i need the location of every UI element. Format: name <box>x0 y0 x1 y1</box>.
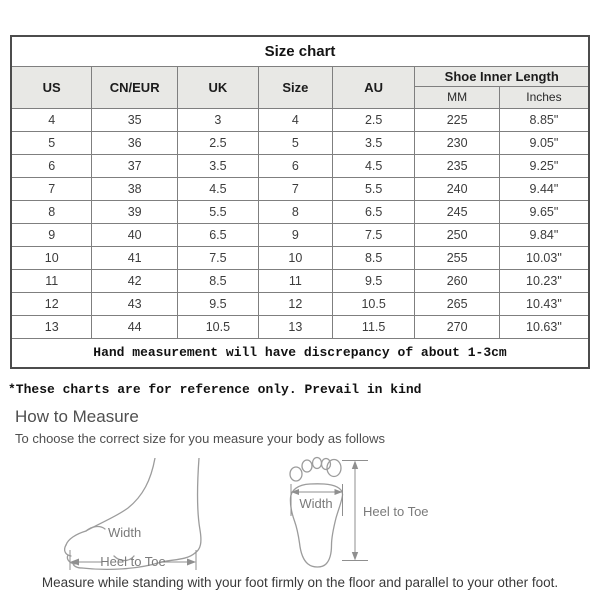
column-header-size: Size <box>258 66 332 108</box>
size-cell: 270 <box>415 315 499 338</box>
foot-side-view-diagram <box>58 458 263 576</box>
size-cell: 5 <box>11 131 92 154</box>
size-row <box>11 108 589 131</box>
size-cell: 10 <box>258 246 332 269</box>
size-cell: 4 <box>11 108 92 131</box>
size-row <box>11 223 589 246</box>
size-cell: 12 <box>11 292 92 315</box>
size-cell: 8.85" <box>499 108 589 131</box>
size-cell: 10.43" <box>499 292 589 315</box>
column-header-uk: UK <box>177 66 258 108</box>
size-chart-table <box>10 35 590 369</box>
size-cell: 40 <box>92 223 178 246</box>
how-to-measure-subheading: To choose the correct size for you measure your body as follows <box>15 431 385 446</box>
size-cell: 8.5 <box>177 269 258 292</box>
size-row <box>11 246 589 269</box>
size-cell: 260 <box>415 269 499 292</box>
size-cell: 5.5 <box>332 177 415 200</box>
size-cell: 5.5 <box>177 200 258 223</box>
footprint-width-label: Width <box>299 496 333 511</box>
size-cell: 13 <box>258 315 332 338</box>
size-cell: 2.5 <box>332 108 415 131</box>
size-row <box>11 177 589 200</box>
size-row <box>11 200 589 223</box>
size-cell: 9.44" <box>499 177 589 200</box>
size-cell: 8 <box>11 200 92 223</box>
size-cell: 35 <box>92 108 178 131</box>
size-cell: 5 <box>258 131 332 154</box>
column-header-inner-length: Shoe Inner Length <box>415 66 589 86</box>
size-cell: 230 <box>415 131 499 154</box>
table-title-row <box>11 36 589 66</box>
table-header-row <box>11 66 589 86</box>
size-chart-section <box>10 35 590 369</box>
size-cell: 9.5 <box>177 292 258 315</box>
size-row <box>11 315 589 338</box>
column-header-mm: MM <box>415 86 499 108</box>
size-cell: 6.5 <box>177 223 258 246</box>
size-cell: 43 <box>92 292 178 315</box>
size-cell: 10.23" <box>499 269 589 292</box>
size-cell: 7.5 <box>332 223 415 246</box>
size-row <box>11 269 589 292</box>
table-note-row <box>11 338 589 368</box>
size-cell: 13 <box>11 315 92 338</box>
footprint-diagram <box>270 448 455 572</box>
size-cell: 9.05" <box>499 131 589 154</box>
side-view-length-label: Heel to Toe <box>100 554 166 569</box>
size-cell: 10.5 <box>177 315 258 338</box>
size-cell: 2.5 <box>177 131 258 154</box>
size-cell: 10.63" <box>499 315 589 338</box>
size-cell: 44 <box>92 315 178 338</box>
reference-disclaimer: *These charts are for reference only. Prevail in kind <box>8 382 422 397</box>
size-cell: 8.5 <box>332 246 415 269</box>
size-cell: 9.25" <box>499 154 589 177</box>
size-rows <box>11 108 589 338</box>
size-cell: 6 <box>258 154 332 177</box>
size-cell: 9 <box>258 223 332 246</box>
size-cell: 12 <box>258 292 332 315</box>
measurement-diagrams <box>0 448 600 572</box>
size-cell: 250 <box>415 223 499 246</box>
size-cell: 7 <box>258 177 332 200</box>
column-header-cneur: CN/EUR <box>92 66 178 108</box>
size-cell: 245 <box>415 200 499 223</box>
size-cell: 4 <box>258 108 332 131</box>
size-cell: 240 <box>415 177 499 200</box>
size-cell: 11 <box>258 269 332 292</box>
size-cell: 11.5 <box>332 315 415 338</box>
size-cell: 9 <box>11 223 92 246</box>
size-cell: 10 <box>11 246 92 269</box>
size-cell: 37 <box>92 154 178 177</box>
size-row <box>11 131 589 154</box>
size-cell: 265 <box>415 292 499 315</box>
column-header-us: US <box>11 66 92 108</box>
size-cell: 6.5 <box>332 200 415 223</box>
size-cell: 7.5 <box>177 246 258 269</box>
table-title: Size chart <box>11 36 589 66</box>
size-cell: 3 <box>177 108 258 131</box>
size-cell: 11 <box>11 269 92 292</box>
size-cell: 4.5 <box>332 154 415 177</box>
size-row <box>11 154 589 177</box>
size-cell: 225 <box>415 108 499 131</box>
size-cell: 235 <box>415 154 499 177</box>
size-row <box>11 292 589 315</box>
size-cell: 7 <box>11 177 92 200</box>
table-footer-note: Hand measurement will have discrepancy of about 1-3cm <box>11 338 589 368</box>
how-to-measure-heading: How to Measure <box>15 407 139 426</box>
size-cell: 8 <box>258 200 332 223</box>
size-cell: 3.5 <box>177 154 258 177</box>
size-cell: 39 <box>92 200 178 223</box>
size-cell: 9.84" <box>499 223 589 246</box>
size-cell: 4.5 <box>177 177 258 200</box>
size-cell: 9.65" <box>499 200 589 223</box>
size-cell: 3.5 <box>332 131 415 154</box>
measure-instruction: Measure while standing with your foot firmly on the floor and parallel to your other foot. <box>41 575 559 590</box>
size-cell: 10.5 <box>332 292 415 315</box>
size-cell: 9.5 <box>332 269 415 292</box>
size-cell: 38 <box>92 177 178 200</box>
side-view-width-label: Width <box>108 525 142 540</box>
footprint-length-label: Heel to Toe <box>363 504 429 519</box>
size-cell: 10.03" <box>499 246 589 269</box>
size-cell: 6 <box>11 154 92 177</box>
size-cell: 42 <box>92 269 178 292</box>
size-cell: 255 <box>415 246 499 269</box>
size-cell: 36 <box>92 131 178 154</box>
size-cell: 41 <box>92 246 178 269</box>
column-header-inches: Inches <box>499 86 589 108</box>
column-header-au: AU <box>332 66 415 108</box>
